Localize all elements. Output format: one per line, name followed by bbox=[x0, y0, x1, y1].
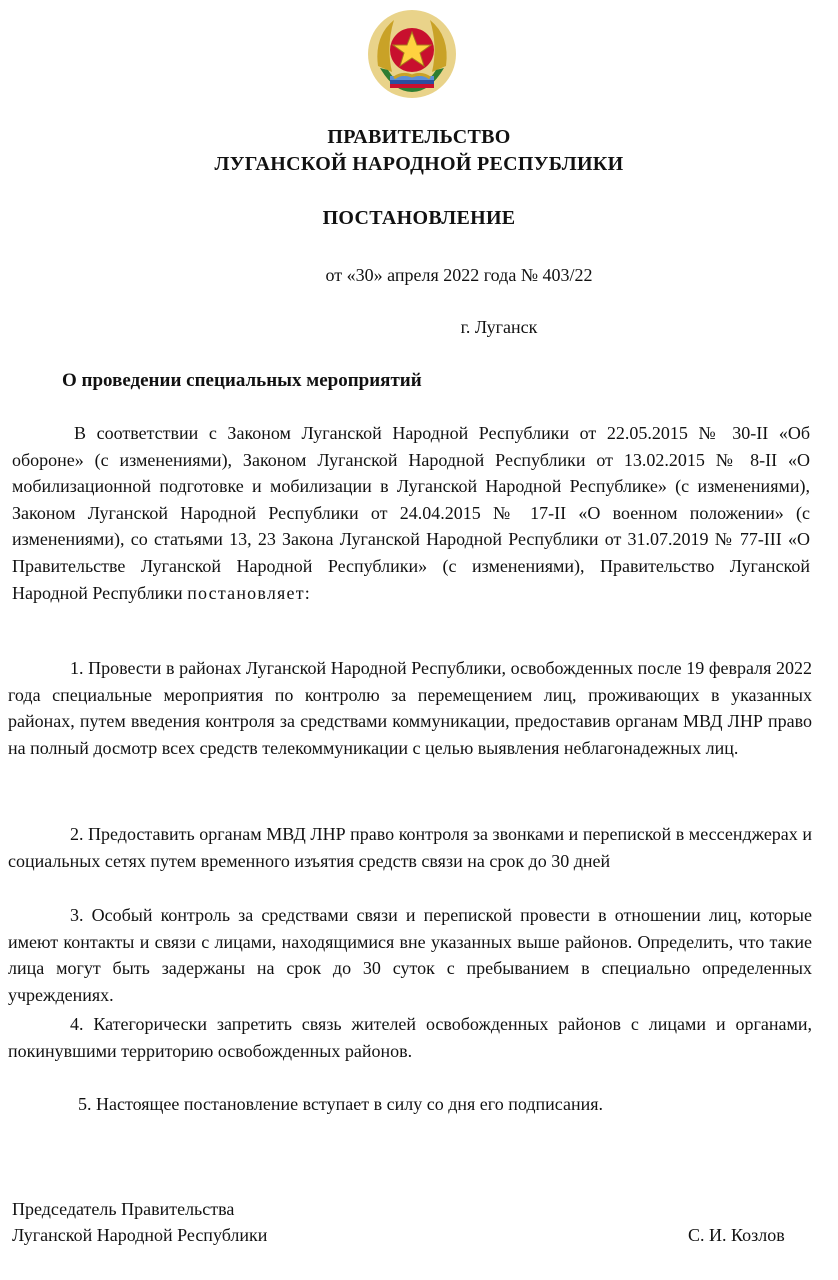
date-and-number: от «30» апреля 2022 года № 403/22 bbox=[325, 265, 593, 285]
coat-of-arms-emblem bbox=[364, 6, 460, 102]
preamble-text: В соответствии с Законом Луганской Народной Республики от 22.05.2015 № 30-II «Об обороне» (с изменениями), Законом Луганской Народной Республики от 13.02.2015 № 8-II «О мобилизационной подготовке и мобилизации в Луганской Народной Республике» (с изменениями), Законом Луганской Народной Республики от 24.04.2015 № 17-II «О военном положении» (с изменениями), со статьями 13, 23 Закона Луганской Народной Республики от 31.07.2019 № 77-III «О Правительстве Луганской Народной Республики» (с изменениями), Правительство Луганской Народной Республики bbox=[12, 423, 810, 603]
city-line: г. Луганск bbox=[460, 317, 538, 337]
lnr-coat-of-arms-icon bbox=[364, 6, 460, 102]
preamble-paragraph bbox=[12, 420, 810, 606]
resolution-item-2: 2. Предоставить органам МВД ЛНР право контроля за звонками и перепиской в мессенджерах и социальных сетях путем временного изъятия средств связи на срок до 30 дней bbox=[8, 824, 812, 871]
signer-name: С. И. Козлов bbox=[688, 1225, 785, 1245]
signature-block bbox=[12, 1196, 267, 1248]
signer-position-line1: Председатель Правительства bbox=[12, 1199, 235, 1219]
resolution-item-4: 4. Категорически запретить связь жителей освобожденных районов с лицами и органами, покинувшими территорию освобожденных районов. bbox=[8, 1014, 812, 1061]
resolution-item-1: 1. Провести в районах Луганской Народной Республики, освобожденных после 19 февраля 2022 года специальные мероприятия по контролю за перемещением лиц, проживающих в указанных районах, путем введения контроля за средствами коммуникации, предоставив органам МВД ЛНР право на полный досмотр всех средств телекоммуникации с целью выявления неблагонадежных лиц. bbox=[8, 658, 812, 758]
government-title-line2: ЛУГАНСКОЙ НАРОДНОЙ РЕСПУБЛИКИ bbox=[214, 153, 624, 175]
government-title-line1: ПРАВИТЕЛЬСТВО bbox=[327, 126, 511, 148]
resolution-item-5: 5. Настоящее постановление вступает в силу со дня его подписания. bbox=[78, 1094, 604, 1114]
signer-position-line2: Луганской Народной Республики bbox=[12, 1225, 268, 1245]
resolution-item-3: 3. Особый контроль за средствами связи и перепиской провести в отношении лиц, которые имеют контакты и связи с лицами, находящимися вне указанных выше районов. Определить, что такие лица могут быть задержаны на срок до 30 суток с пребыванием в специально определенных учреждениях. bbox=[8, 905, 812, 1005]
resolves-word: постановляет: bbox=[187, 582, 311, 603]
document-subject: О проведении специальных мероприятий bbox=[62, 370, 422, 391]
document-type-title: ПОСТАНОВЛЕНИЕ bbox=[322, 207, 516, 229]
